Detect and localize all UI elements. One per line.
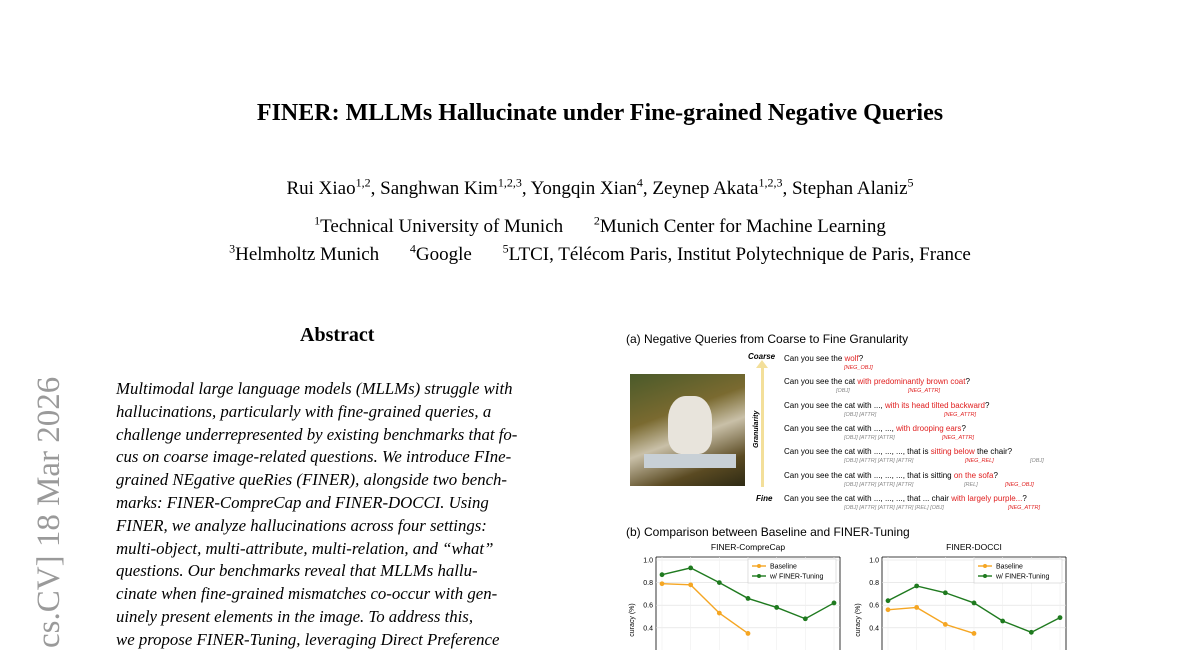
data-point — [660, 581, 665, 586]
abstract-line: marks: FINER-CompreCap and FINER-DOCCI. Using — [116, 492, 489, 512]
y-tick-label: 0.6 — [643, 602, 653, 610]
affiliation: $^5$LTCI, Télécom Paris, Institut Polytechnique de Paris, France — [502, 241, 971, 265]
query-tag: [OBJ] [ATTR] — [844, 412, 877, 418]
comparison-charts — [620, 540, 1100, 650]
query-tag: [NEG_REL] — [965, 458, 994, 464]
abstract-line: uinely present elements in the image. To address this, — [116, 606, 474, 626]
legend-label: w/ FINER-Tuning — [996, 573, 1050, 581]
chart-title: FINER-DOCCI — [946, 542, 1002, 552]
legend-marker — [983, 564, 987, 568]
figure-caption-b: (b) Comparison between Baseline and FINER-Tuning — [626, 525, 910, 539]
query-line: Can you see the cat with ..., ..., ..., that ... chair with largely purple...? — [784, 494, 1027, 503]
abstract-line: grained NEgative queRies (FINER), alongside two bench- — [116, 470, 508, 490]
data-point — [1029, 630, 1034, 635]
query-tag: [NEG_ATTR] — [908, 388, 940, 394]
legend-marker — [757, 574, 761, 578]
query-line: Can you see the cat with ..., ..., ..., that is sitting below the chair? — [784, 447, 1013, 456]
query-tag: [OBJ] — [836, 388, 850, 394]
data-point — [774, 605, 779, 610]
abstract-line: cinate when fine-grained mismatches co-occur with gen- — [116, 584, 498, 604]
data-point — [717, 580, 722, 585]
figure-caption-a: (a) Negative Queries from Coarse to Fine Granularity — [626, 332, 909, 346]
query-tag: [REL] — [964, 482, 978, 488]
affiliations-line-1 — [0, 213, 1200, 238]
query-tag: [OBJ] [ATTR] [ATTR] [ATTR] — [844, 458, 914, 464]
query-line: Can you see the cat with ..., ..., ..., that is sitting on the sofa? — [784, 471, 998, 480]
data-point — [832, 601, 837, 606]
y-tick-label: 0.8 — [643, 580, 653, 588]
y-axis-label: curacy (%) — [629, 603, 636, 637]
paper-title: FINER: MLLMs Hallucinate under Fine-grained Negative Queries — [256, 100, 944, 126]
data-point — [1000, 619, 1005, 624]
data-point — [660, 572, 665, 577]
affiliation: $^4$Google — [409, 241, 472, 265]
data-point — [914, 584, 919, 589]
author: Zeynep Akata$^{1,2,3}$ — [652, 175, 783, 199]
arxiv-stamp: cs.CV] 18 Mar 2026 — [31, 376, 67, 648]
affiliation: $^2$Munich Center for Machine Learning — [593, 213, 886, 237]
y-tick-label: 0.6 — [869, 602, 879, 610]
author: Yongqin Xian$^4$ — [530, 175, 643, 199]
query-line: Can you see the cat with ..., with its head tilted backward? — [784, 401, 990, 410]
teaser-figure — [620, 328, 1100, 648]
abstract-line: Multimodal large language models (MLLMs) struggle with — [116, 379, 513, 398]
abstract-line: we propose FINER-Tuning, leveraging Direct Preference — [116, 629, 500, 649]
abstract-line: challenge underrepresented by existing benchmarks that fo- — [116, 424, 518, 444]
data-point — [717, 611, 722, 616]
data-point — [943, 622, 948, 627]
query-line: Can you see the wolf? — [784, 354, 864, 363]
affiliations-line-2 — [0, 241, 1200, 266]
data-point — [746, 596, 751, 601]
query-tag: [OBJ] [ATTR] [ATTR] — [844, 435, 895, 441]
chart-title: FINER-CompreCap — [710, 542, 786, 552]
query-tag: [OBJ] — [1030, 458, 1044, 464]
granularity-arrow — [761, 365, 764, 487]
legend-marker — [983, 574, 987, 578]
author: Rui Xiao$^{1,2}$ — [286, 175, 371, 199]
coarse-label: Coarse — [748, 352, 776, 361]
data-point — [972, 631, 977, 636]
cat-shape — [668, 396, 712, 454]
affiliation: $^3$Helmholtz Munich — [229, 241, 380, 265]
abstract-line: hallucinations, particularly with fine-grained queries, a — [116, 401, 492, 421]
author: Sanghwan Kim$^{1,2,3}$ — [380, 175, 522, 199]
query-tag: [NEG_OBJ] — [844, 365, 873, 371]
data-point — [886, 607, 891, 612]
y-axis-label: curacy (%) — [855, 603, 862, 637]
y-tick-label: 1.0 — [643, 557, 653, 565]
legend-label: Baseline — [996, 563, 1023, 571]
data-point — [972, 601, 977, 606]
series-line — [888, 607, 974, 633]
data-point — [688, 582, 693, 587]
fine-label: Fine — [756, 494, 773, 503]
legend-marker — [757, 564, 761, 568]
query-tag: [NEG_ATTR] — [942, 435, 974, 441]
query-tag: [OBJ] [ATTR] [ATTR] [ATTR] [REL] [OBJ] — [844, 505, 944, 511]
data-point — [1058, 615, 1063, 620]
y-tick-label: 0.8 — [869, 580, 879, 588]
query-tag: [NEG_ATTR] — [944, 412, 976, 418]
author-list: Rui Xiao$^{1,2}$, Sanghwan Kim$^{1,2,3}$, Yongqin Xian$^4$, Zeynep Akata$^{1,2,3}$, Stephan Alaniz$^5$ — [286, 175, 914, 199]
abstract-heading: Abstract — [300, 324, 375, 346]
abstract-line: questions. Our benchmarks reveal that MLLMs hallu- — [116, 561, 478, 581]
y-tick-label: 1.0 — [869, 557, 879, 565]
data-point — [886, 598, 891, 603]
data-point — [943, 590, 948, 595]
query-tag: [NEG_OBJ] — [1005, 482, 1034, 488]
cat-photo — [630, 374, 745, 486]
abstract-line: cus on coarse image-related questions. We introduce FIne- — [116, 447, 512, 467]
query-line: Can you see the cat with predominantly brown coat? — [784, 377, 970, 386]
legend-label: w/ FINER-Tuning — [770, 573, 824, 581]
abstract-line: multi-object, multi-attribute, multi-relation, and “what” — [116, 538, 494, 558]
abstract-body — [116, 378, 578, 652]
y-tick-label: 0.4 — [869, 625, 879, 633]
legend-label: Baseline — [770, 563, 797, 571]
data-point — [914, 605, 919, 610]
query-tag: [NEG_ATTR] — [1008, 505, 1040, 511]
query-tag: [OBJ] [ATTR] [ATTR] [ATTR] — [844, 482, 914, 488]
affiliation: $^1$Technical University of Munich — [314, 213, 564, 237]
data-point — [803, 616, 808, 621]
granularity-label: Granularity — [753, 410, 760, 448]
data-point — [746, 631, 751, 636]
query-line: Can you see the cat with ..., ..., with drooping ears? — [784, 424, 966, 433]
bench-shape — [644, 454, 736, 468]
data-point — [688, 566, 693, 571]
abstract-line: FINER, we analyze hallucinations across four settings: — [116, 515, 487, 535]
author: Stephan Alaniz$^5$ — [791, 175, 914, 199]
y-tick-label: 0.4 — [643, 625, 653, 633]
